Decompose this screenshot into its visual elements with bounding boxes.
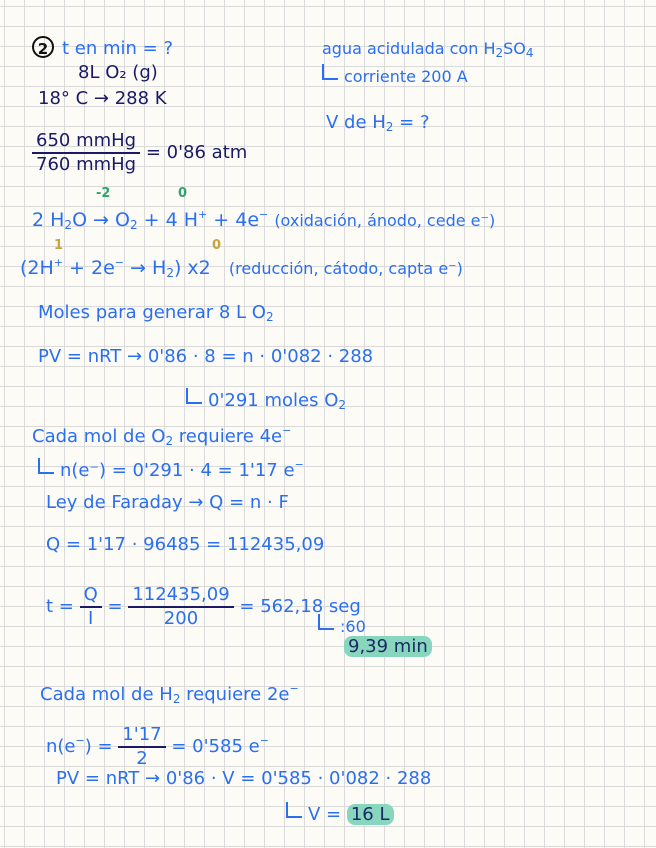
problem-number-badge: 2: [32, 36, 54, 58]
moles-result: 0'291 moles $O_2$: [186, 388, 346, 416]
charge-calculation: Q = 1'17 · 96485 = 112435,09: [46, 534, 325, 555]
arrow-hook-icon: [318, 614, 334, 630]
oxidation-number-h2: 0: [212, 238, 222, 253]
faraday-law: Ley de Faraday → Q = n · F: [46, 492, 289, 513]
time-calculation: t = $\frac{Q}{I}$ = $\frac{112435,09}{200}$ = 562,18 seg: [46, 584, 361, 629]
arrow-hook-icon: [322, 64, 338, 80]
oxidation-number-o-water: -2: [96, 186, 111, 201]
h2-ideal-gas-equation: PV = nRT → 0'86 · V = 0'585 · 0'082 · 288: [56, 768, 432, 789]
electrons-per-o2: Cada mol de $O_2$ requiere 4e−: [32, 424, 292, 448]
h2-electron-fraction: $\frac{1'17}{2}$: [118, 724, 165, 770]
h2-volume-result: V = 16 L: [286, 802, 394, 826]
given-volume: 8L O₂ (g): [78, 62, 158, 83]
oxidation-half-reaction: 2 $H_2O \to O_2 + 4$ H+ + 4e− (oxidación, ánodo, cede e⁻): [32, 208, 496, 232]
h2-electron-moles: n(e−) = $\frac{1'17}{2}$ = 0'585 e−: [46, 724, 269, 769]
time-minutes-result: 9,39 min: [344, 636, 432, 658]
given-solution: agua acidulada con $H_2SO_4$: [322, 39, 534, 60]
pressure-fraction: $\frac{\text{650 mmHg}}{\text{760 mmHg}}$: [32, 130, 140, 176]
arrow-hook-icon: [286, 802, 302, 818]
problem-number-line: [32, 36, 173, 60]
electrons-per-h2: Cada mol de $H_2$ requiere 2e−: [40, 682, 299, 706]
ideal-gas-equation: PV = nRT → 0'86 · 8 = n · 0'082 · 288: [38, 346, 374, 367]
arrow-hook-icon: [186, 388, 202, 404]
time-fraction-symbolic: $\frac{Q}{I}$: [80, 584, 102, 630]
asked-volume: V de $H_2$ = ?: [326, 112, 430, 134]
given-current: corriente 200 A: [322, 64, 468, 88]
divide-by-sixty: :60: [318, 614, 366, 638]
given-temperature: 18° C → 288 K: [38, 88, 167, 109]
problem-question: t en min = ?: [62, 38, 174, 59]
arrow-hook-icon: [38, 458, 54, 474]
time-fraction-numeric: $\frac{112435,09}{200}$: [128, 584, 233, 630]
moles-heading: Moles para generar 8 L $O_2$: [38, 302, 274, 324]
electron-moles: n(e⁻) = 0'291 · 4 = 1'17 e−: [38, 454, 304, 482]
reduction-half-reaction: $(2H^+ + 2e^- \to H_2)$ x2 (reducción, cátodo, capta e⁻): [20, 256, 463, 280]
oxidation-number-h-ion: 1: [54, 238, 64, 253]
oxidation-number-o2: 0: [178, 186, 188, 201]
pressure-conversion: $\frac{\text{650 mmHg}}{\text{760 mmHg}}$ = 0'86 atm: [32, 130, 247, 176]
